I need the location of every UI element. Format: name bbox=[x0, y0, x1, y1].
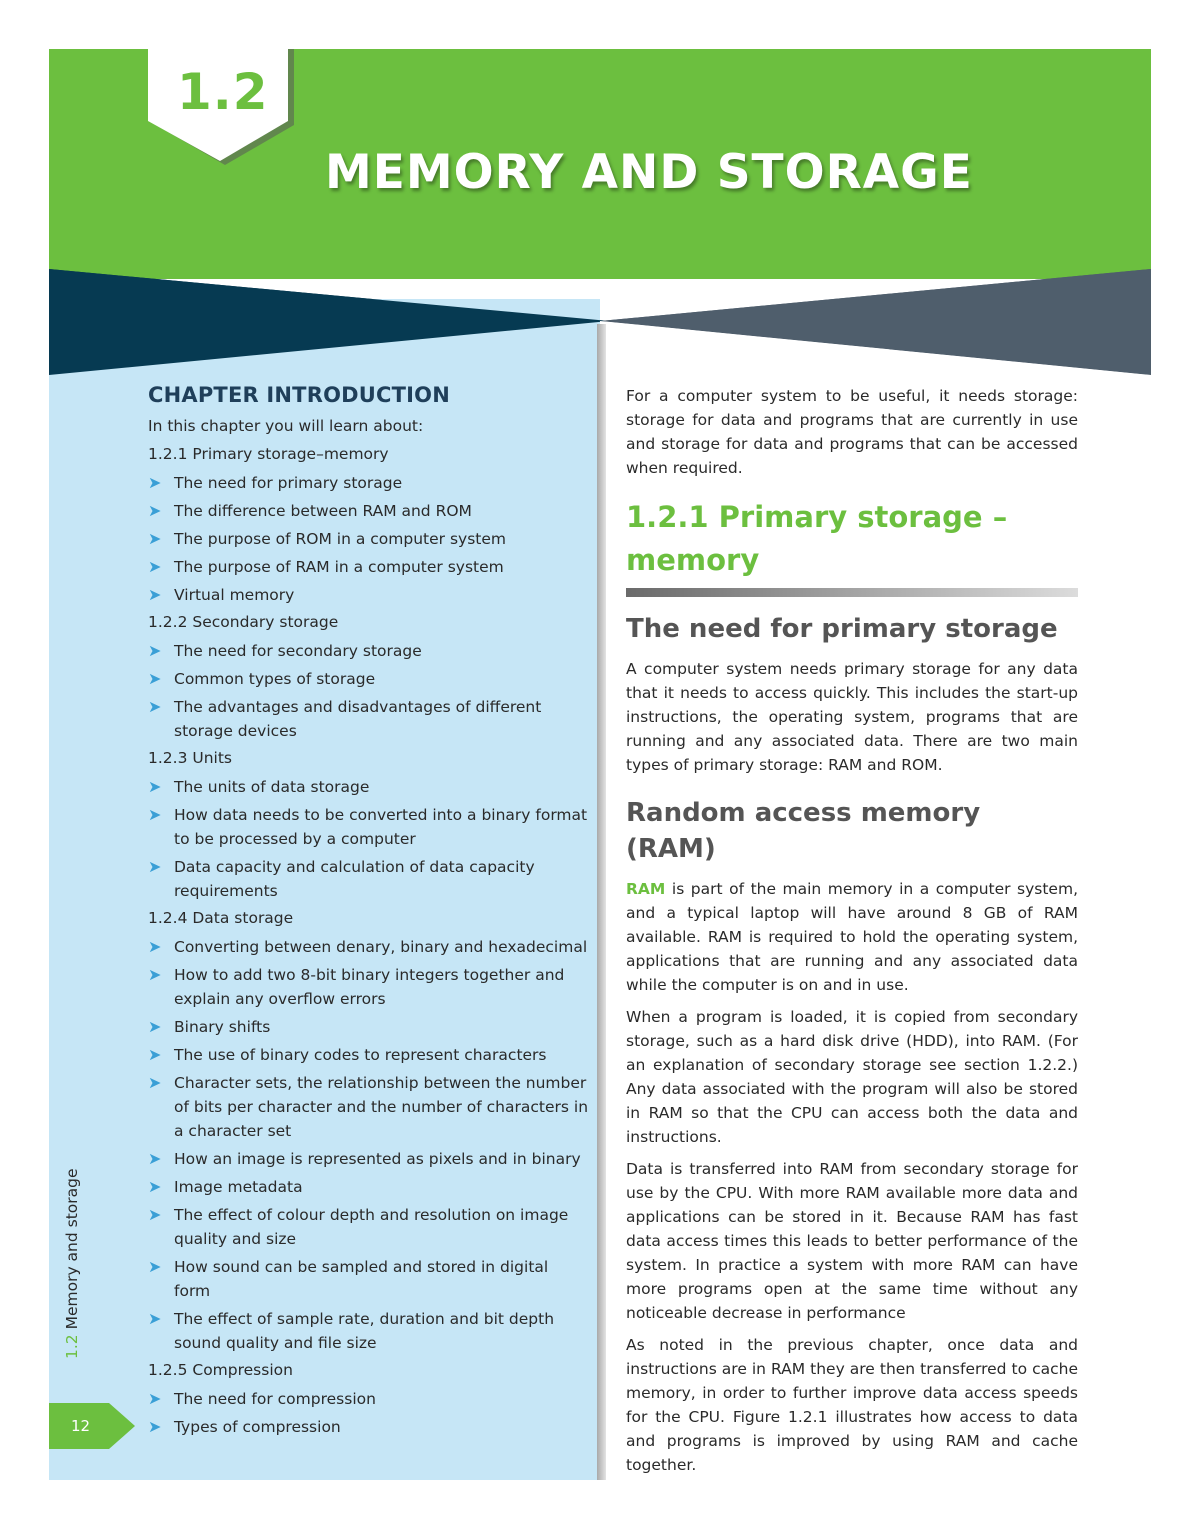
objective-item bbox=[148, 471, 588, 495]
arrow-bullet-icon: ➤ bbox=[148, 1017, 162, 1036]
objective-item-text: The effect of colour depth and resolution on image quality and size bbox=[174, 1206, 569, 1248]
need-paragraph: A computer system needs primary storage for any data that it needs to access quickly. This includes the start-up instructions, the operating system, programs that are running and any associated data. There are two main types of primary storage: RAM and ROM. bbox=[626, 660, 1078, 774]
objective-item-text: How to add two 8-bit binary integers together and explain any overflow errors bbox=[174, 966, 565, 1008]
objective-item bbox=[148, 1415, 588, 1439]
page-number-tab bbox=[49, 1403, 135, 1449]
objective-item-text: Virtual memory bbox=[174, 586, 295, 604]
objective-item-text: How data needs to be converted into a binary format to be processed by a computer bbox=[174, 806, 588, 848]
objective-item-text: Character sets, the relationship between the number of bits per character and the number of characters in a character set bbox=[174, 1074, 589, 1140]
cache-paragraph: As noted in the previous chapter, once data and instructions are in RAM they are then transferred to cache memory, in order to further improve data access speeds for the CPU. Figure 1.2.1 illustrates how access to data and programs is improved by using RAM and cache together. bbox=[626, 1336, 1078, 1474]
arrow-bullet-icon: ➤ bbox=[148, 473, 162, 492]
arrow-bullet-icon: ➤ bbox=[148, 937, 162, 956]
objective-group bbox=[148, 1359, 588, 1439]
objective-item bbox=[148, 527, 588, 551]
arrow-bullet-icon: ➤ bbox=[148, 585, 162, 604]
objective-group-title: 1.2.4 Data storage bbox=[148, 909, 294, 927]
objective-item bbox=[148, 775, 588, 799]
objective-item-text: The difference between RAM and ROM bbox=[174, 502, 472, 520]
arrow-bullet-icon: ➤ bbox=[148, 1177, 162, 1196]
objective-item-text: The effect of sample rate, duration and bit depth sound quality and file size bbox=[174, 1310, 555, 1352]
objective-item-text: Data capacity and calculation of data capacity requirements bbox=[174, 858, 535, 900]
running-side-label bbox=[63, 1168, 81, 1359]
objective-item-text: The need for primary storage bbox=[174, 474, 403, 492]
objective-item-text: Common types of storage bbox=[174, 670, 376, 688]
objective-item-text: Binary shifts bbox=[174, 1018, 271, 1036]
objective-item bbox=[148, 1175, 588, 1199]
objective-item bbox=[148, 1255, 588, 1303]
arrow-bullet-icon: ➤ bbox=[148, 1073, 162, 1092]
objective-group bbox=[148, 611, 588, 743]
objective-item-text: The need for secondary storage bbox=[174, 642, 422, 660]
objective-group bbox=[148, 907, 588, 1355]
arrow-bullet-icon: ➤ bbox=[148, 697, 162, 716]
objective-item bbox=[148, 1071, 588, 1143]
arrow-bullet-icon: ➤ bbox=[148, 1149, 162, 1168]
arrow-bullet-icon: ➤ bbox=[148, 777, 162, 796]
page-number: 12 bbox=[71, 1417, 91, 1435]
objective-group bbox=[148, 443, 588, 607]
objective-item-text: Types of compression bbox=[174, 1418, 341, 1436]
chapter-intro-lead: In this chapter you will learn about: bbox=[148, 417, 424, 435]
ram-paragraph-text: is part of the main memory in a computer system, and a typical laptop will have around 8 GB of RAM available. RAM is required to hold the operating system, applications that are running and any associated data while the computer is on and in use. bbox=[626, 880, 1078, 994]
column-divider bbox=[597, 324, 606, 1480]
ram-heading: Random access memory (RAM) bbox=[626, 798, 981, 864]
data-transferred-paragraph: Data is transferred into RAM from secondary storage for use by the CPU. With more RAM available more data and applications can be stored in it. Because RAM has fast data access times this leads to better performance of the system. In practice a system with more RAM can have more programs open at the same time without any noticeable decrease in performance bbox=[626, 1160, 1078, 1322]
learning-objectives-list bbox=[148, 443, 588, 1439]
arrow-bullet-icon: ➤ bbox=[148, 1417, 162, 1436]
textbook-page bbox=[49, 49, 1151, 1480]
objective-item bbox=[148, 963, 588, 1011]
side-label-number: 1.2 bbox=[63, 1334, 81, 1359]
body-column bbox=[626, 384, 1078, 1480]
intro-paragraph: For a computer system to be useful, it needs storage: storage for data and programs that are currently in use and storage for data and programs that can be accessed when required. bbox=[626, 387, 1078, 477]
arrow-bullet-icon: ➤ bbox=[148, 1045, 162, 1064]
chapter-introduction bbox=[148, 383, 588, 1443]
arrow-bullet-icon: ➤ bbox=[148, 805, 162, 824]
arrow-bullet-icon: ➤ bbox=[148, 641, 162, 660]
objective-item-text: How sound can be sampled and stored in digital form bbox=[174, 1258, 549, 1300]
arrow-bullet-icon: ➤ bbox=[148, 501, 162, 520]
arrow-bullet-icon: ➤ bbox=[148, 857, 162, 876]
objective-item-text: The units of data storage bbox=[174, 778, 370, 796]
objective-item bbox=[148, 695, 588, 743]
side-label-text: Memory and storage bbox=[63, 1168, 81, 1330]
objective-item bbox=[148, 1015, 588, 1039]
objective-item bbox=[148, 935, 588, 959]
objective-group-title: 1.2.5 Compression bbox=[148, 1361, 293, 1379]
arrow-bullet-icon: ➤ bbox=[148, 1389, 162, 1408]
section-heading: 1.2.1 Primary storage – memory bbox=[626, 500, 1008, 577]
objective-item bbox=[148, 1147, 588, 1171]
objective-item bbox=[148, 583, 588, 607]
objective-item-text: The need for compression bbox=[174, 1390, 376, 1408]
objective-group-title: 1.2.2 Secondary storage bbox=[148, 613, 339, 631]
objective-item bbox=[148, 855, 588, 903]
chapter-title: MEMORY AND STORAGE bbox=[325, 145, 973, 200]
chapter-intro-heading: CHAPTER INTRODUCTION bbox=[148, 383, 450, 407]
program-loaded-paragraph: When a program is loaded, it is copied from secondary storage, such as a hard disk drive (HDD), into RAM. (For an explanation of secondary storage see section 1.2.2.) Any data associated with the program will also be stored in RAM so that the CPU can access both the data and instructions. bbox=[626, 1008, 1078, 1146]
objective-item bbox=[148, 1387, 588, 1411]
objective-item bbox=[148, 1203, 588, 1251]
need-heading: The need for primary storage bbox=[626, 614, 1058, 644]
arrow-bullet-icon: ➤ bbox=[148, 965, 162, 984]
objective-item-text: Converting between denary, binary and hexadecimal bbox=[174, 938, 588, 956]
chapter-number: 1.2 bbox=[177, 63, 269, 121]
objective-item-text: The purpose of ROM in a computer system bbox=[174, 530, 506, 548]
objective-item bbox=[148, 803, 588, 851]
arrow-bullet-icon: ➤ bbox=[148, 1309, 162, 1328]
arrow-bullet-icon: ➤ bbox=[148, 669, 162, 688]
objective-item bbox=[148, 667, 588, 691]
objective-item bbox=[148, 499, 588, 523]
objective-item-text: The use of binary codes to represent characters bbox=[174, 1046, 547, 1064]
objective-item bbox=[148, 555, 588, 579]
objective-group-title: 1.2.3 Units bbox=[148, 749, 232, 767]
objective-item-text: Image metadata bbox=[174, 1178, 303, 1196]
arrow-bullet-icon: ➤ bbox=[148, 557, 162, 576]
arrow-bullet-icon: ➤ bbox=[148, 1205, 162, 1224]
objective-group-title: 1.2.1 Primary storage–memory bbox=[148, 445, 389, 463]
objective-item-text: How an image is represented as pixels and in binary bbox=[174, 1150, 581, 1168]
ram-paragraph bbox=[626, 877, 1078, 997]
objective-item bbox=[148, 1043, 588, 1067]
ram-key-term: RAM bbox=[626, 880, 666, 898]
objective-item-text: The advantages and disadvantages of different storage devices bbox=[174, 698, 542, 740]
arrow-bullet-icon: ➤ bbox=[148, 1257, 162, 1276]
objective-item bbox=[148, 639, 588, 663]
objective-item bbox=[148, 1307, 588, 1355]
arrow-bullet-icon: ➤ bbox=[148, 529, 162, 548]
objective-group bbox=[148, 747, 588, 903]
section-heading-rule bbox=[626, 588, 1078, 597]
objective-item-text: The purpose of RAM in a computer system bbox=[174, 558, 504, 576]
